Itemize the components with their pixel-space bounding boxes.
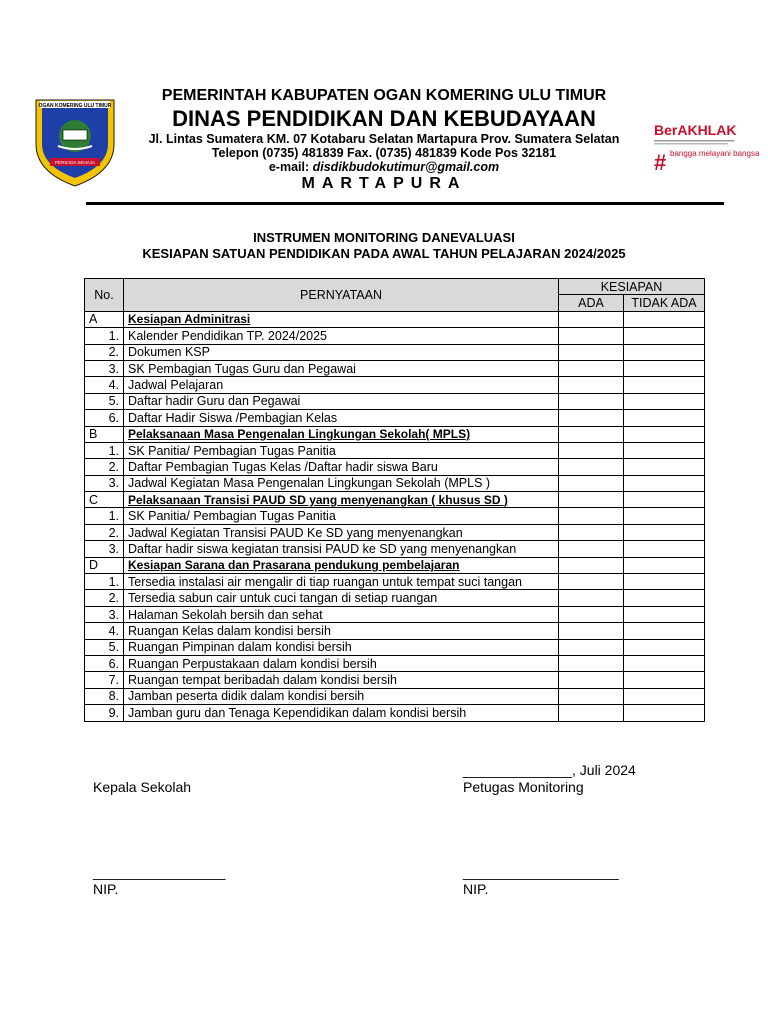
berakhlak-tagline: bangga melayani bangsa [670, 149, 760, 158]
item-number: 3. [85, 360, 124, 376]
berakhlak-brand: BerAKHLAK [654, 122, 737, 138]
table-row [85, 328, 705, 344]
item-number: 2. [85, 344, 124, 360]
item-statement: Ruangan Kelas dalam kondisi bersih [124, 623, 559, 639]
form-subtitle: KESIAPAN SATUAN PENDIDIKAN PADA AWAL TAHUN PELAJARAN 2024/2025 [142, 246, 626, 261]
ada-cell[interactable] [559, 623, 624, 639]
section-row [85, 426, 705, 442]
ada-cell[interactable] [559, 492, 624, 508]
item-number: 4. [85, 623, 124, 639]
section-row [85, 557, 705, 573]
ada-cell[interactable] [559, 328, 624, 344]
tidak-ada-cell[interactable] [624, 393, 705, 409]
tidak-ada-cell[interactable] [624, 508, 705, 524]
berakhlak-logo [652, 120, 760, 180]
tidak-ada-cell[interactable] [624, 655, 705, 671]
tidak-ada-cell[interactable] [624, 574, 705, 590]
item-statement: Daftar hadir siswa kegiatan transisi PAUD ke SD yang menyenangkan [124, 541, 559, 557]
col-header-readiness: KESIAPAN [559, 279, 705, 295]
item-statement: Jamban guru dan Tenaga Kependidikan dalam kondisi bersih [124, 705, 559, 721]
header-address: Jl. Lintas Sumatera KM. 07 Kotabaru Selatan Martapura Prov. Sumatera Selatan [148, 132, 620, 146]
tidak-ada-cell[interactable] [624, 360, 705, 376]
item-statement: Jadwal Kegiatan Masa Pengenalan Lingkungan Sekolah (MPLS ) [124, 475, 559, 491]
tidak-ada-cell[interactable] [624, 623, 705, 639]
logo-text: OGAN KOMERING ULU TIMUR [38, 103, 112, 109]
item-number: 7. [85, 672, 124, 688]
section-title: Pelaksanaan Masa Pengenalan Lingkungan Sekolah( MPLS) [124, 426, 559, 442]
table-row [85, 393, 705, 409]
tidak-ada-cell[interactable] [624, 672, 705, 688]
item-number: 1. [85, 328, 124, 344]
ada-cell[interactable] [559, 459, 624, 475]
item-statement: Ruangan Perpustakaan dalam kondisi bersih [124, 655, 559, 671]
tidak-ada-cell[interactable] [624, 377, 705, 393]
item-statement: Tersedia sabun cair untuk cuci tangan di setiap ruangan [124, 590, 559, 606]
ada-cell[interactable] [559, 344, 624, 360]
item-number: 1. [85, 574, 124, 590]
tidak-ada-cell[interactable] [624, 705, 705, 721]
ada-cell[interactable] [559, 672, 624, 688]
table-row [85, 688, 705, 704]
item-statement: Kalender Pendidikan TP. 2024/2025 [124, 328, 559, 344]
ada-cell[interactable] [559, 442, 624, 458]
item-statement: Daftar Hadir Siswa /Pembagian Kelas [124, 410, 559, 426]
table-row [85, 508, 705, 524]
table-row [85, 410, 705, 426]
table-row [85, 639, 705, 655]
section-code: D [85, 557, 124, 573]
ada-cell[interactable] [559, 688, 624, 704]
item-number: 8. [85, 688, 124, 704]
tidak-ada-cell[interactable] [624, 590, 705, 606]
tidak-ada-cell[interactable] [624, 557, 705, 573]
item-statement: Daftar Pembagian Tugas Kelas /Daftar hadir siswa Baru [124, 459, 559, 475]
ada-cell[interactable] [559, 590, 624, 606]
ada-cell[interactable] [559, 377, 624, 393]
form-title: INSTRUMEN MONITORING DANEVALUASI [253, 230, 515, 245]
principal-signature-line: _________________ [93, 864, 226, 880]
ada-cell[interactable] [559, 705, 624, 721]
table-row [85, 377, 705, 393]
ada-cell[interactable] [559, 557, 624, 573]
header-divider [86, 202, 724, 205]
item-number: 5. [85, 639, 124, 655]
item-statement: Jadwal Pelajaran [124, 377, 559, 393]
section-code: B [85, 426, 124, 442]
table-row [85, 442, 705, 458]
item-number: 1. [85, 508, 124, 524]
monitor-signature-line: ____________________ [463, 864, 619, 880]
tidak-ada-cell[interactable] [624, 492, 705, 508]
tidak-ada-cell[interactable] [624, 410, 705, 426]
tidak-ada-cell[interactable] [624, 688, 705, 704]
section-code: A [85, 311, 124, 327]
item-statement: Daftar hadir Guru dan Pegawai [124, 393, 559, 409]
ada-cell[interactable] [559, 606, 624, 622]
principal-nip: NIP. [93, 881, 119, 897]
ada-cell[interactable] [559, 574, 624, 590]
table-row [85, 655, 705, 671]
table-row [85, 541, 705, 557]
principal-label: Kepala Sekolah [93, 779, 192, 795]
item-number: 3. [85, 606, 124, 622]
table-row [85, 459, 705, 475]
table-row [85, 524, 705, 540]
item-number: 1. [85, 442, 124, 458]
section-title: Kesiapan Sarana dan Prasarana pendukung pembelajaran [124, 557, 559, 573]
item-statement: Ruangan tempat beribadah dalam kondisi bersih [124, 672, 559, 688]
item-number: 2. [85, 459, 124, 475]
email-address: disdikbudokutimur@gmail.com [312, 160, 500, 174]
col-header-ada: ADA [559, 295, 624, 311]
section-title: Pelaksanaan Transisi PAUD SD yang menyenangkan ( khusus SD ) [124, 492, 559, 508]
table-row [85, 344, 705, 360]
monitor-officer-label: Petugas Monitoring [463, 779, 584, 795]
item-statement: Jadwal Kegiatan Transisi PAUD Ke SD yang menyenangkan [124, 524, 559, 540]
tidak-ada-cell[interactable] [624, 639, 705, 655]
table-row [85, 623, 705, 639]
item-number: 6. [85, 410, 124, 426]
ada-cell[interactable] [559, 426, 624, 442]
item-statement: Ruangan Pimpinan dalam kondisi bersih [124, 639, 559, 655]
tidak-ada-cell[interactable] [624, 475, 705, 491]
item-number: 4. [85, 377, 124, 393]
col-header-no: No. [85, 279, 124, 312]
ada-cell[interactable] [559, 360, 624, 376]
header-city: MARTAPURA [301, 175, 467, 192]
tidak-ada-cell[interactable] [624, 606, 705, 622]
item-statement: Tersedia instalasi air mengalir di tiap ruangan untuk tempat suci tangan [124, 574, 559, 590]
tidak-ada-cell[interactable] [624, 311, 705, 327]
item-statement: Jamban peserta didik dalam kondisi bersih [124, 688, 559, 704]
ada-cell[interactable] [559, 508, 624, 524]
svg-text:#: # [654, 150, 667, 175]
ada-cell[interactable] [559, 655, 624, 671]
item-number: 2. [85, 590, 124, 606]
item-number: 3. [85, 475, 124, 491]
email-label: e-mail: [268, 160, 313, 174]
item-statement: SK Panitia/ Pembagian Tugas Panitia [124, 508, 559, 524]
ada-cell[interactable] [559, 524, 624, 540]
item-statement: SK Pembagian Tugas Guru dan Pegawai [124, 360, 559, 376]
item-number: 3. [85, 541, 124, 557]
checklist-body [85, 311, 705, 721]
checklist-table [84, 278, 705, 722]
header-office: DINAS PENDIDIKAN DAN KEBUDAYAAN [172, 106, 596, 131]
tidak-ada-cell[interactable] [624, 442, 705, 458]
monitor-nip: NIP. [463, 881, 489, 897]
table-row [85, 606, 705, 622]
ada-cell[interactable] [559, 393, 624, 409]
ada-cell[interactable] [559, 311, 624, 327]
ada-cell[interactable] [559, 410, 624, 426]
ada-cell[interactable] [559, 639, 624, 655]
col-header-statement: PERNYATAAN [124, 279, 559, 312]
section-code: C [85, 492, 124, 508]
section-row [85, 492, 705, 508]
ada-cell[interactable] [559, 475, 624, 491]
table-row [85, 574, 705, 590]
item-statement: Halaman Sekolah bersih dan sehat [124, 606, 559, 622]
item-number: 6. [85, 655, 124, 671]
tidak-ada-cell[interactable] [624, 426, 705, 442]
table-row [85, 475, 705, 491]
header-phone: Telepon (0735) 481839 Fax. (0735) 481839 Kode Pos 32181 [211, 146, 557, 160]
ada-cell[interactable] [559, 541, 624, 557]
tidak-ada-cell[interactable] [624, 328, 705, 344]
item-statement: Dokumen KSP [124, 344, 559, 360]
tidak-ada-cell[interactable] [624, 541, 705, 557]
tidak-ada-cell[interactable] [624, 459, 705, 475]
col-header-tidak-ada: TIDAK ADA [624, 295, 705, 311]
section-row [85, 311, 705, 327]
item-statement: SK Panitia/ Pembagian Tugas Panitia [124, 442, 559, 458]
date-line: ______________, Juli 2024 [463, 762, 636, 778]
tidak-ada-cell[interactable] [624, 524, 705, 540]
table-row [85, 360, 705, 376]
logo-motto: PERSADA SEHAJA [54, 160, 96, 165]
header-government: PEMERINTAH KABUPATEN OGAN KOMERING ULU TIMUR [161, 87, 607, 104]
item-number: 5. [85, 393, 124, 409]
item-number: 9. [85, 705, 124, 721]
table-row [85, 705, 705, 721]
tidak-ada-cell[interactable] [624, 344, 705, 360]
table-row [85, 672, 705, 688]
section-title: Kesiapan Adminitrasi [124, 311, 559, 327]
item-number: 2. [85, 524, 124, 540]
table-row [85, 590, 705, 606]
